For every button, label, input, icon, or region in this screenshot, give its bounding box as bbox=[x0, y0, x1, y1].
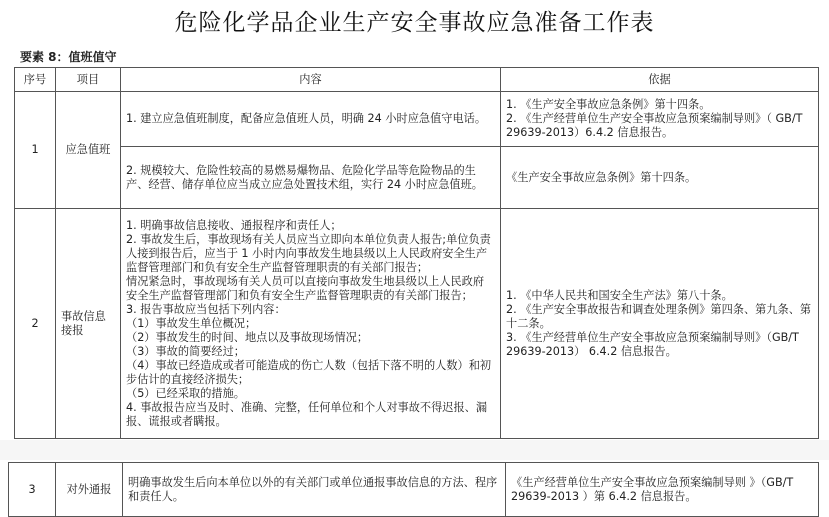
table-row bbox=[15, 209, 819, 439]
row-content: 1. 建立应急值班制度，配备应急值班人员，明确 24 小时应急值守电话。 bbox=[121, 92, 501, 147]
table-row bbox=[15, 92, 819, 147]
row-item: 事故信息接报 bbox=[56, 209, 121, 439]
duty-table bbox=[14, 67, 819, 439]
row-item: 对外通报 bbox=[56, 463, 123, 517]
page-gap bbox=[0, 440, 829, 460]
row-basis: 1. 《中华人民共和国安全生产法》第八十条。 2. 《生产安全事故报告和调查处理条例》第四条、第九条、第十二条。 3. 《生产经营单位生产安全事故应急预案编制导则》（GB/T 29639-2013） 6.4.2 信息报告。 bbox=[501, 209, 819, 439]
row-item: 应急值班 bbox=[56, 92, 121, 209]
row-no: 2 bbox=[15, 209, 56, 439]
row-content: 明确事故发生后向本单位以外的有关部门或单位通报事故信息的方法、程序和责任人。 bbox=[123, 463, 506, 517]
table-row bbox=[9, 463, 819, 517]
header-content: 内容 bbox=[121, 68, 501, 92]
row-no: 1 bbox=[15, 92, 56, 209]
header-basis: 依据 bbox=[501, 68, 819, 92]
header-no: 序号 bbox=[15, 68, 56, 92]
row-no: 3 bbox=[9, 463, 56, 517]
header-row bbox=[15, 68, 819, 92]
duty-table-continued bbox=[8, 462, 819, 517]
row-content: 1. 明确事故信息接收、通报程序和责任人； 2. 事故发生后，事故现场有关人员应当立即向本单位负责人报告;单位负责人接到报告后，应当于 1 小时内向事故发生地县级以上人民政府安全生产监督管理部门和负有安全生产监督管理职责的有关部门报告； 情况紧急时，事故现场有关人员可以直接向事故发生地县级以上人民政府安全生产监督管理部门和负有安全生产监督管理职责的有关部门报告； 3. 报告事故应当包括下列内容： （1）事故发生单位概况； （2）事故发生的时间、地点以及事故现场情况； （3）事故的简要经过； （4）事故已经造成或者可能造成的伤亡人数（包括下落不明的人数）和初步估计的直接经济损失； （5）已经采取的措施。 4. 事故报告应当及时、准确、完整，任何单位和个人对事故不得迟报、漏报、谎报或者瞒报。 bbox=[121, 209, 501, 439]
row-basis: 《生产经营单位生产安全事故应急预案编制导则 》（GB/T 29639-2013 ）第 6.4.2 信息报告。 bbox=[506, 463, 819, 517]
row-basis: 1. 《生产安全事故应急条例》第十四条。 2. 《生产经营单位生产安全事故应急预案编制导则》（ GB/T 29639-2013）6.4.2 信息报告。 bbox=[501, 92, 819, 147]
header-item: 项目 bbox=[56, 68, 121, 92]
row-content: 2. 规模较大、危险性较高的易燃易爆物品、危险化学品等危险物品的生产、经营、储存单位应当成立应急处置技术组，实行 24 小时应急值班。 bbox=[121, 147, 501, 209]
row-basis: 《生产安全事故应急条例》第十四条。 bbox=[501, 147, 819, 209]
section-subtitle: 要素 8：值班值守 bbox=[20, 50, 117, 64]
document-title: 危险化学品企业生产安全事故应急准备工作表 bbox=[174, 10, 655, 36]
table-row bbox=[15, 147, 819, 209]
